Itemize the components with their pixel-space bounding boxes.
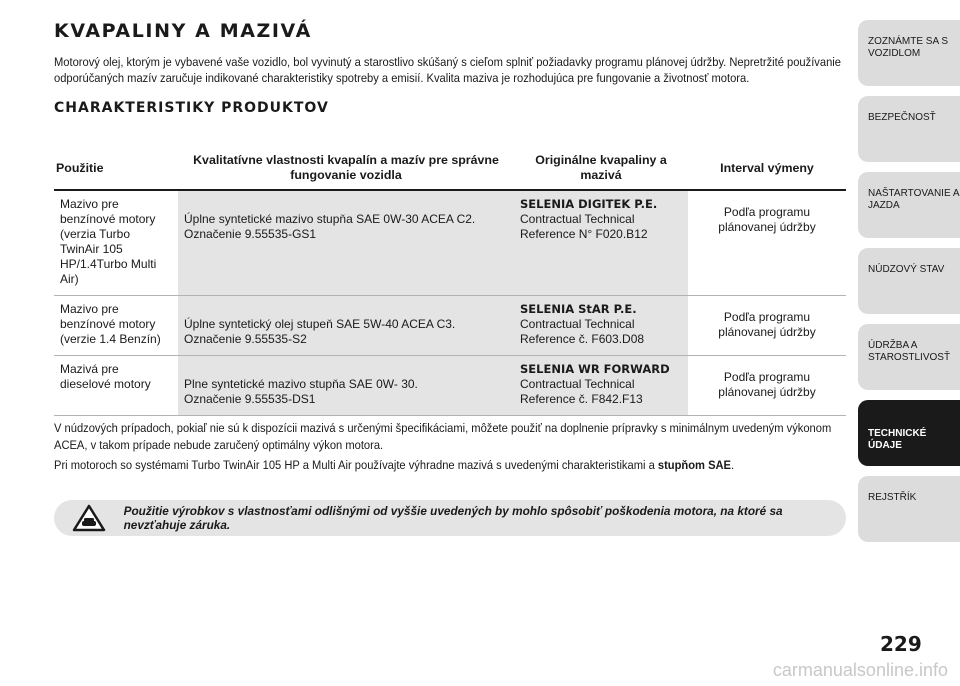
product-spec: Contractual Technical bbox=[520, 317, 635, 331]
table-header-row bbox=[54, 151, 846, 190]
warning-triangle-icon bbox=[70, 503, 108, 533]
product-reference: Reference č. F842.F13 bbox=[520, 392, 643, 406]
cell-quality bbox=[178, 190, 514, 296]
tab-technical-data[interactable]: TECHNICKÉ ÚDAJE bbox=[858, 400, 960, 466]
notes bbox=[54, 420, 846, 477]
engines-note-end: . bbox=[730, 458, 735, 472]
tab-maintenance[interactable]: ÚDRŽBA A STAROSTLIVOSŤ bbox=[858, 324, 960, 390]
quality-line: Úplne syntetické mazivo stupňa SAE 0W-30 ACEA C2. bbox=[184, 212, 476, 226]
cell-usage: Mazivo pre benzínové motory (verzia Turbo TwinAir 105 HP/1.4Turbo Multi Air) bbox=[54, 190, 178, 296]
header-usage: Použitie bbox=[54, 151, 178, 190]
cell-interval: Podľa programu plánovanej údržby bbox=[688, 356, 846, 416]
header-products: Originálne kvapaliny a mazivá bbox=[514, 151, 688, 190]
warning-box bbox=[54, 500, 846, 536]
product-reference: Reference N° F020.B12 bbox=[520, 227, 648, 241]
cell-usage: Mazivá pre dieselové motory bbox=[54, 356, 178, 416]
cell-usage: Mazivo pre benzínové motory (verzie 1.4 Benzín) bbox=[54, 296, 178, 356]
header-quality: Kvalitatívne vlastnosti kvapalín a mazív pre správne fungovanie vozidla bbox=[178, 151, 514, 190]
quality-code: Označenie 9.55535-S2 bbox=[184, 332, 307, 346]
header-interval: Interval výmeny bbox=[688, 151, 846, 190]
engines-note-emphasis: stupňom SAE bbox=[657, 458, 731, 472]
tab-safety[interactable]: BEZPEČNOSŤ bbox=[858, 96, 960, 162]
product-reference: Reference č. F603.D08 bbox=[520, 332, 645, 346]
table-row bbox=[54, 190, 846, 296]
cell-interval: Podľa programu plánovanej údržby bbox=[688, 296, 846, 356]
watermark: carmanualsonline.info bbox=[772, 660, 948, 680]
cell-product bbox=[514, 190, 688, 296]
section-subtitle: CHARAKTERISTIKY PRODUKTOV bbox=[54, 100, 329, 116]
cell-interval: Podľa programu plánovanej údržby bbox=[688, 190, 846, 296]
product-name: SELENIA DIGITEK P.E. bbox=[520, 197, 658, 211]
product-spec: Contractual Technical bbox=[520, 212, 635, 226]
products-table bbox=[54, 151, 846, 416]
emergency-note: V núdzových prípadoch, pokiaľ nie sú k dispozícii mazivá s určenými špecifikáciami, môžete použiť na doplnenie prípravky s minimálnym uvedeným výkonom ACEA, v takom prípade nebude zaručený optimálny výkon motora. bbox=[54, 421, 832, 452]
cell-product bbox=[514, 296, 688, 356]
tab-emergency[interactable]: NÚDZOVÝ STAV bbox=[858, 248, 960, 314]
main-content bbox=[54, 20, 846, 116]
cell-product bbox=[514, 356, 688, 416]
page-number: 229 bbox=[880, 632, 922, 656]
quality-line: Plne syntetické mazivo stupňa SAE 0W- 30. bbox=[184, 377, 418, 391]
tab-intro[interactable]: ZOZNÁMTE SA S VOZIDLOM bbox=[858, 20, 960, 86]
product-name: SELENIA WR FORWARD bbox=[520, 362, 670, 376]
chapter-tabs bbox=[858, 20, 960, 552]
product-name: SELENIA StAR P.E. bbox=[520, 302, 637, 316]
warning-text: Použitie výrobkov s vlastnosťami odlišnými od vyššie uvedených by mohlo spôsobiť poškodenia motora, na ktoré sa nevzťahuje záruka. bbox=[123, 504, 783, 532]
engines-note bbox=[54, 457, 845, 474]
tab-index[interactable]: REJSTŘÍK bbox=[858, 476, 960, 542]
quality-code: Označenie 9.55535-DS1 bbox=[184, 392, 316, 406]
engines-note-text: Pri motoroch so systémami Turbo TwinAir 105 HP a Multi Air používajte výhradne mazivá s uvedenými charakteristikami a bbox=[54, 458, 655, 472]
intro-paragraph: Motorový olej, ktorým je vybavené vaše vozidlo, bol vyvinutý a starostlivo skúšaný s cieľom splniť požiadavky programu plánovej údržby. Nepretržité používanie odporúčaných mazív zaručuje indikované charakteristiky spotreby a emisií. Kvalita maziva je rozhodujúca pre fungovanie a životnosť motora. bbox=[54, 55, 841, 85]
cell-quality bbox=[178, 356, 514, 416]
page-title: KVAPALINY A MAZIVÁ bbox=[54, 20, 312, 42]
cell-quality bbox=[178, 296, 514, 356]
quality-line: Úplne syntetický olej stupeň SAE 5W-40 ACEA C3. bbox=[184, 317, 456, 331]
tab-starting[interactable]: NAŠTARTOVANIE A JAZDA bbox=[858, 172, 960, 238]
table-row bbox=[54, 296, 846, 356]
quality-code: Označenie 9.55535-GS1 bbox=[184, 227, 317, 241]
product-spec: Contractual Technical bbox=[520, 377, 635, 391]
table-row bbox=[54, 356, 846, 416]
